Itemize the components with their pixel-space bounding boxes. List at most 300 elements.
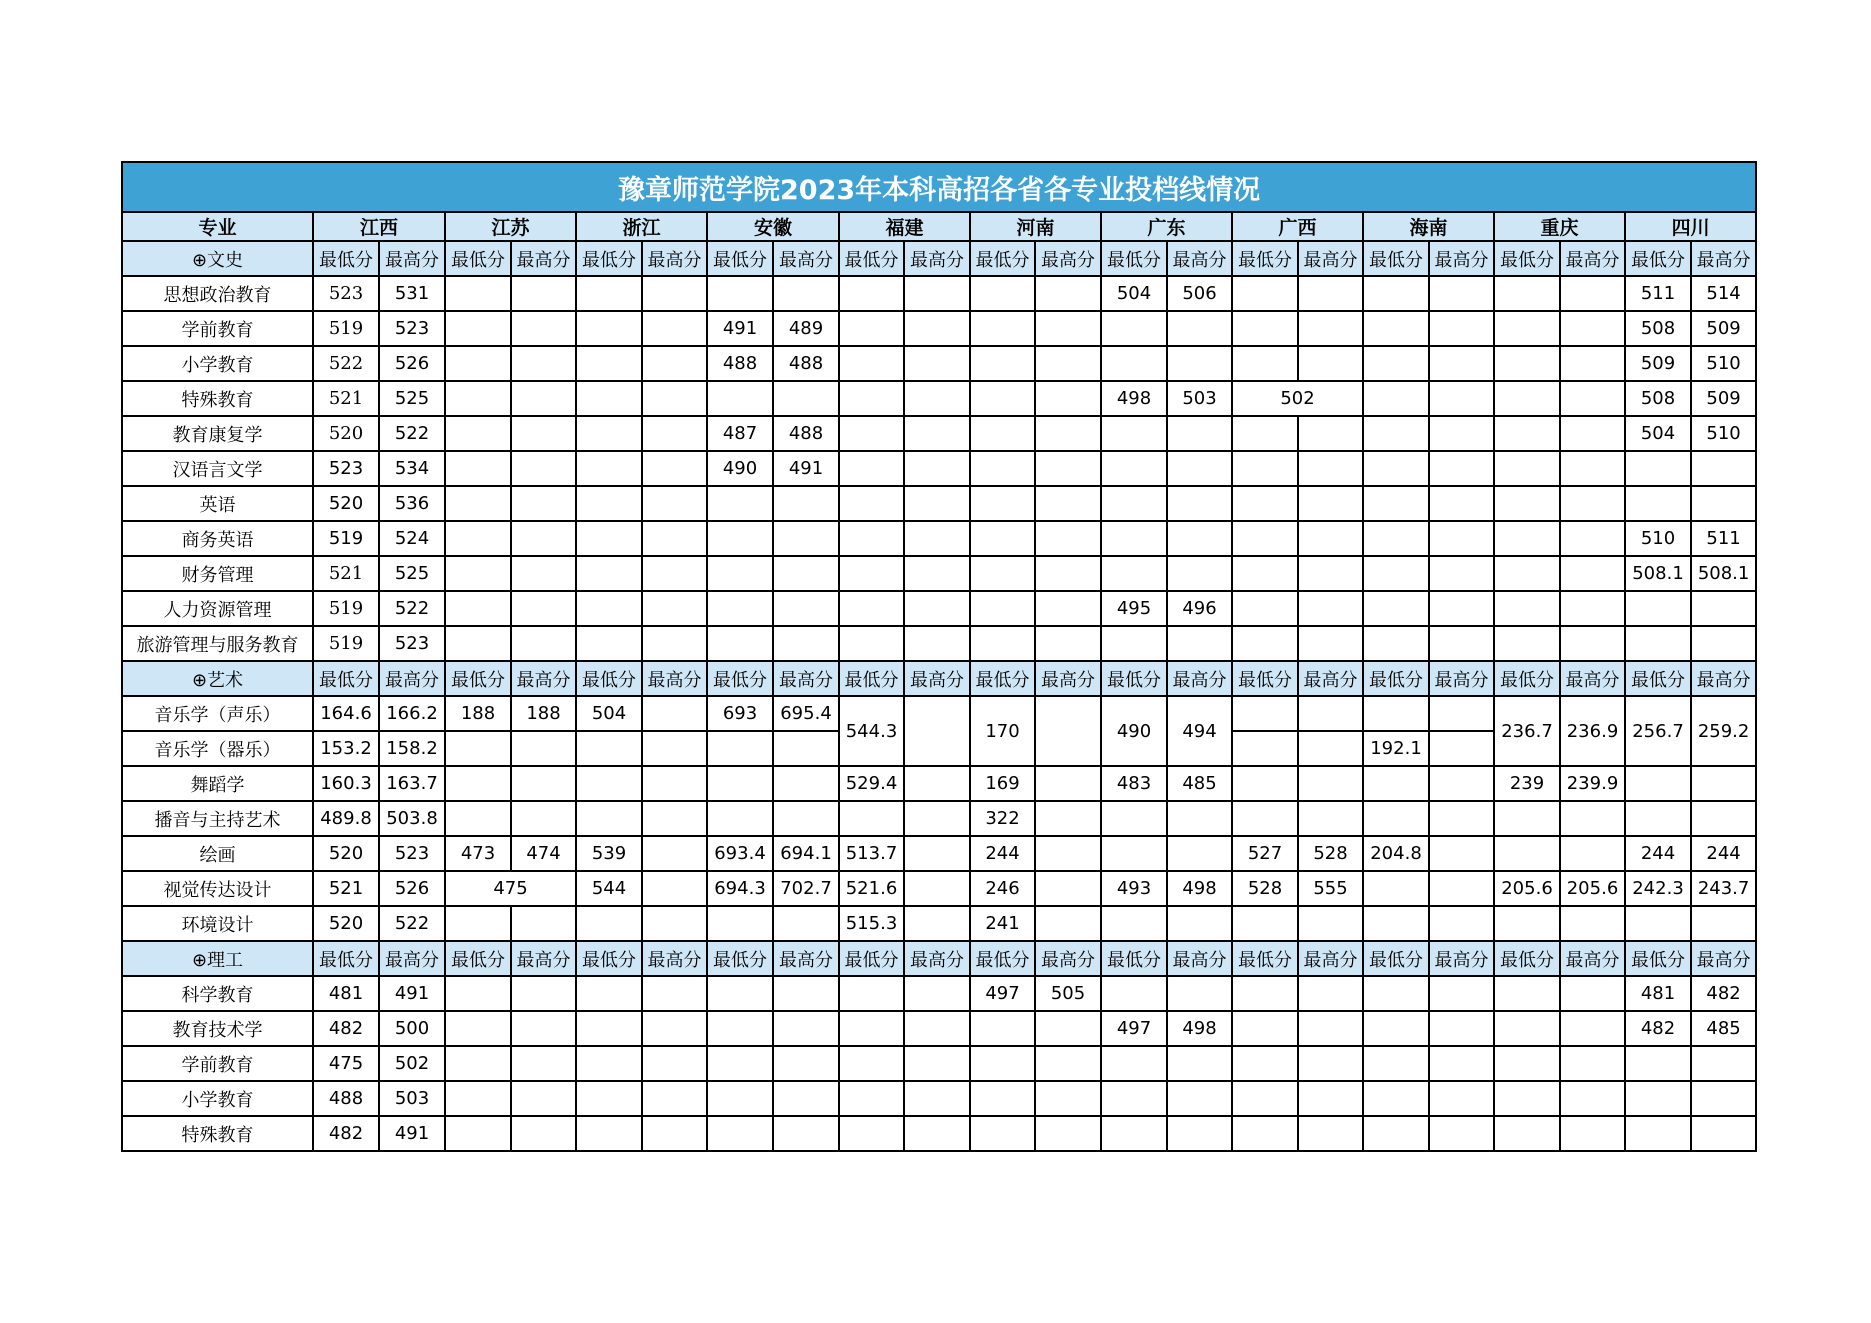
max-score-cell (1298, 276, 1363, 311)
min-score-cell (707, 976, 773, 1011)
max-score-cell (1035, 591, 1101, 626)
max-score-cell (1560, 276, 1625, 311)
min-score-cell: 520 (313, 906, 379, 941)
max-score-cell (773, 1116, 839, 1151)
min-score-cell (576, 451, 642, 486)
province-header: 江西 (313, 212, 445, 241)
max-score-cell (642, 451, 707, 486)
max-score-header: 最高分 (511, 941, 576, 976)
max-score-cell (511, 556, 576, 591)
min-score-cell (707, 1011, 773, 1046)
min-score-cell (576, 1081, 642, 1116)
max-score-cell (1298, 346, 1363, 381)
max-score-cell: 239.9 (1560, 766, 1625, 801)
min-score-cell (1494, 906, 1560, 941)
max-score-cell (1429, 486, 1494, 521)
min-score-cell (445, 381, 511, 416)
max-score-cell (1298, 766, 1363, 801)
max-score-cell: 505 (1035, 976, 1101, 1011)
max-score-cell (904, 556, 970, 591)
min-score-cell (1625, 626, 1691, 661)
max-score-header: 最高分 (642, 941, 707, 976)
min-score-cell (445, 416, 511, 451)
section-label: ⊕文史 (122, 241, 313, 276)
min-score-cell: 256.7 (1625, 696, 1691, 766)
major-name: 小学教育 (122, 346, 313, 381)
min-score-cell: 236.7 (1494, 696, 1560, 766)
max-score-cell: 485 (1167, 766, 1232, 801)
min-score-cell (1232, 1011, 1298, 1046)
max-score-cell (1298, 731, 1363, 766)
min-score-cell: 481 (313, 976, 379, 1011)
major-name: 小学教育 (122, 1081, 313, 1116)
min-score-cell (1363, 1046, 1429, 1081)
section-label: ⊕理工 (122, 941, 313, 976)
min-score-cell (445, 276, 511, 311)
min-score-cell: 513.7 (839, 836, 904, 871)
max-score-cell: 555 (1298, 871, 1363, 906)
min-score-cell (839, 801, 904, 836)
min-score-cell: 520 (313, 416, 379, 451)
min-score-header: 最低分 (839, 941, 904, 976)
section-label: ⊕艺术 (122, 661, 313, 696)
min-score-cell (1494, 1011, 1560, 1046)
max-score-cell (1560, 591, 1625, 626)
max-score-cell (1035, 556, 1101, 591)
max-score-cell (1167, 556, 1232, 591)
min-score-header: 最低分 (707, 241, 773, 276)
table-row (122, 1011, 1756, 1046)
min-score-cell (707, 1081, 773, 1116)
min-score-cell (1101, 976, 1167, 1011)
min-score-cell (1101, 416, 1167, 451)
min-score-cell: 504 (1625, 416, 1691, 451)
min-score-cell (1363, 416, 1429, 451)
max-score-cell (1560, 626, 1625, 661)
max-score-header: 最高分 (904, 241, 970, 276)
province-header: 重庆 (1494, 212, 1625, 241)
max-score-header: 最高分 (1035, 661, 1101, 696)
min-score-cell: 244 (970, 836, 1035, 871)
max-score-cell (1167, 486, 1232, 521)
min-score-cell (839, 626, 904, 661)
max-score-header: 最高分 (1167, 241, 1232, 276)
table-row (122, 556, 1756, 591)
max-score-cell (511, 311, 576, 346)
table-row (122, 381, 1756, 416)
max-score-cell: 510 (1691, 416, 1756, 451)
min-score-header: 最低分 (313, 661, 379, 696)
max-score-header: 最高分 (1560, 661, 1625, 696)
max-score-cell (1560, 556, 1625, 591)
min-score-header: 最低分 (970, 241, 1035, 276)
max-score-cell (1167, 1046, 1232, 1081)
min-score-cell (576, 556, 642, 591)
max-score-cell (642, 556, 707, 591)
max-score-cell (1167, 976, 1232, 1011)
min-score-header: 最低分 (1363, 941, 1429, 976)
min-score-cell (839, 276, 904, 311)
min-score-cell: 528 (1232, 871, 1298, 906)
min-score-cell (707, 521, 773, 556)
min-score-cell (445, 801, 511, 836)
min-score-cell (839, 556, 904, 591)
max-score-header: 最高分 (1429, 241, 1494, 276)
min-score-cell (1232, 976, 1298, 1011)
min-score-cell (1232, 1046, 1298, 1081)
max-score-cell (1429, 801, 1494, 836)
max-score-cell: 702.7 (773, 871, 839, 906)
max-score-cell (904, 1116, 970, 1151)
max-score-cell: 503.8 (379, 801, 445, 836)
max-score-cell (773, 591, 839, 626)
max-score-cell (511, 766, 576, 801)
max-score-cell (904, 696, 970, 766)
max-score-cell: 694.1 (773, 836, 839, 871)
min-score-cell (970, 521, 1035, 556)
max-score-header: 最高分 (1035, 241, 1101, 276)
max-score-cell (642, 731, 707, 766)
min-score-cell: 693 (707, 696, 773, 731)
max-score-cell: 485 (1691, 1011, 1756, 1046)
max-score-cell: 511 (1691, 521, 1756, 556)
max-score-cell (1560, 906, 1625, 941)
min-score-cell: 519 (313, 521, 379, 556)
min-score-cell (576, 906, 642, 941)
min-score-cell (839, 1116, 904, 1151)
max-score-cell (773, 381, 839, 416)
major-name: 环境设计 (122, 906, 313, 941)
major-name: 音乐学（声乐） (122, 696, 313, 731)
max-score-cell (1429, 556, 1494, 591)
min-score-cell (1232, 311, 1298, 346)
max-score-header: 最高分 (773, 941, 839, 976)
table-row (122, 801, 1756, 836)
min-score-cell (839, 486, 904, 521)
min-score-cell (839, 381, 904, 416)
min-score-header: 最低分 (445, 661, 511, 696)
min-score-cell (1232, 731, 1298, 766)
max-score-cell (511, 1116, 576, 1151)
min-score-cell: 244 (1625, 836, 1691, 871)
min-score-cell (576, 731, 642, 766)
min-score-cell: 493 (1101, 871, 1167, 906)
max-score-cell: 514 (1691, 276, 1756, 311)
max-score-cell (904, 1046, 970, 1081)
max-score-cell (642, 871, 707, 906)
min-score-header: 最低分 (576, 661, 642, 696)
table-row (122, 416, 1756, 451)
max-score-header: 最高分 (1691, 661, 1756, 696)
min-score-cell (576, 276, 642, 311)
min-score-header: 最低分 (707, 661, 773, 696)
table-row (122, 906, 1756, 941)
max-score-cell (511, 906, 576, 941)
province-header: 广东 (1101, 212, 1232, 241)
max-score-cell (642, 836, 707, 871)
max-score-cell: 243.7 (1691, 871, 1756, 906)
min-score-cell (1363, 766, 1429, 801)
max-score-cell (1035, 836, 1101, 871)
max-score-cell (1298, 1116, 1363, 1151)
max-score-cell (904, 486, 970, 521)
max-score-cell (904, 836, 970, 871)
min-score-cell (1101, 836, 1167, 871)
min-score-cell (1363, 311, 1429, 346)
min-score-cell (1363, 871, 1429, 906)
min-score-cell: 515.3 (839, 906, 904, 941)
min-score-cell (1101, 1116, 1167, 1151)
min-score-cell: 164.6 (313, 696, 379, 731)
min-score-cell (1232, 1081, 1298, 1116)
max-score-cell (1429, 626, 1494, 661)
min-score-cell: 497 (1101, 1011, 1167, 1046)
max-score-cell: 244 (1691, 836, 1756, 871)
min-score-cell (1625, 451, 1691, 486)
min-score-cell (1363, 696, 1429, 731)
min-score-cell (970, 346, 1035, 381)
min-score-cell: 539 (576, 836, 642, 871)
min-score-cell (1625, 906, 1691, 941)
min-score-cell (1494, 976, 1560, 1011)
major-name: 商务英语 (122, 521, 313, 556)
min-score-cell (1625, 1046, 1691, 1081)
max-score-cell (1429, 451, 1494, 486)
min-score-header: 最低分 (839, 661, 904, 696)
max-score-cell (1429, 591, 1494, 626)
min-score-cell (1363, 276, 1429, 311)
min-score-cell (1363, 591, 1429, 626)
max-score-cell: 508.1 (1691, 556, 1756, 591)
min-score-header: 最低分 (1101, 241, 1167, 276)
min-score-cell: 694.3 (707, 871, 773, 906)
max-score-cell (1167, 1116, 1232, 1151)
max-score-cell (1560, 1116, 1625, 1151)
min-score-cell (707, 556, 773, 591)
max-score-cell: 523 (379, 836, 445, 871)
min-score-cell (576, 311, 642, 346)
max-score-header: 最高分 (904, 941, 970, 976)
min-score-cell (1494, 346, 1560, 381)
max-score-cell: 695.4 (773, 696, 839, 731)
min-score-cell (1101, 1046, 1167, 1081)
min-score-cell (1494, 626, 1560, 661)
max-score-cell (1429, 1046, 1494, 1081)
min-score-cell (445, 591, 511, 626)
min-score-cell (445, 906, 511, 941)
min-score-cell: 160.3 (313, 766, 379, 801)
min-score-cell (1232, 346, 1298, 381)
min-score-cell (970, 1011, 1035, 1046)
max-score-cell: 488 (773, 416, 839, 451)
min-score-cell: 246 (970, 871, 1035, 906)
max-score-cell (642, 486, 707, 521)
max-score-cell (1691, 451, 1756, 486)
min-score-cell (1232, 696, 1298, 731)
major-name: 学前教育 (122, 1046, 313, 1081)
min-score-cell: 520 (313, 836, 379, 871)
max-score-cell: 491 (379, 1116, 445, 1151)
table-row (122, 591, 1756, 626)
max-score-cell: 531 (379, 276, 445, 311)
max-score-cell (511, 976, 576, 1011)
min-score-cell (1625, 1081, 1691, 1116)
max-score-cell (904, 766, 970, 801)
max-score-cell (1560, 486, 1625, 521)
min-score-cell (576, 1046, 642, 1081)
min-score-cell: 483 (1101, 766, 1167, 801)
max-score-cell (1035, 871, 1101, 906)
major-name: 音乐学（器乐） (122, 731, 313, 766)
max-score-cell (1035, 766, 1101, 801)
table-row (122, 346, 1756, 381)
min-score-cell (707, 906, 773, 941)
min-score-cell: 491 (707, 311, 773, 346)
min-score-cell (1232, 416, 1298, 451)
max-score-cell (773, 1081, 839, 1116)
min-score-cell (1232, 276, 1298, 311)
max-score-cell: 158.2 (379, 731, 445, 766)
max-score-cell (904, 381, 970, 416)
min-score-header: 最低分 (970, 941, 1035, 976)
min-score-cell: 509 (1625, 346, 1691, 381)
max-score-cell (1035, 906, 1101, 941)
max-score-cell: 506 (1167, 276, 1232, 311)
table-row (122, 1081, 1756, 1116)
min-score-cell (1494, 416, 1560, 451)
min-score-cell (1232, 906, 1298, 941)
max-score-cell (1429, 1011, 1494, 1046)
min-score-cell (1101, 801, 1167, 836)
max-score-cell (1560, 836, 1625, 871)
min-score-cell (576, 346, 642, 381)
max-score-cell (1560, 346, 1625, 381)
max-score-cell (511, 591, 576, 626)
min-score-cell: 519 (313, 626, 379, 661)
max-score-cell (511, 416, 576, 451)
max-score-cell (1167, 801, 1232, 836)
min-score-cell (1101, 346, 1167, 381)
max-score-cell: 522 (379, 416, 445, 451)
max-score-cell (1298, 451, 1363, 486)
min-score-cell (576, 1116, 642, 1151)
max-score-cell (1298, 311, 1363, 346)
min-score-cell: 519 (313, 311, 379, 346)
max-score-header: 最高分 (379, 661, 445, 696)
max-score-cell (1167, 626, 1232, 661)
min-score-cell: 522 (313, 346, 379, 381)
table-row (122, 976, 1756, 1011)
max-score-cell (1560, 451, 1625, 486)
max-score-cell (1429, 311, 1494, 346)
max-score-cell (1429, 416, 1494, 451)
max-score-header: 最高分 (1691, 941, 1756, 976)
min-score-cell: 490 (1101, 696, 1167, 766)
max-score-cell (773, 556, 839, 591)
min-score-cell (576, 591, 642, 626)
max-score-cell: 524 (379, 521, 445, 556)
max-score-cell (904, 626, 970, 661)
max-score-cell (1167, 416, 1232, 451)
min-score-cell (576, 626, 642, 661)
max-score-cell (511, 1081, 576, 1116)
province-header: 海南 (1363, 212, 1494, 241)
max-score-cell: 509 (1691, 311, 1756, 346)
max-score-cell (904, 416, 970, 451)
min-score-cell (839, 311, 904, 346)
min-score-cell (445, 626, 511, 661)
max-score-cell (1035, 626, 1101, 661)
min-score-cell: 205.6 (1494, 871, 1560, 906)
min-score-cell: 544 (576, 871, 642, 906)
min-score-cell (1363, 346, 1429, 381)
max-score-header: 最高分 (642, 241, 707, 276)
min-score-cell (839, 591, 904, 626)
min-score-cell (1625, 801, 1691, 836)
max-score-cell (1298, 976, 1363, 1011)
max-score-cell (1298, 1011, 1363, 1046)
table-row (122, 836, 1756, 871)
max-score-cell (1167, 346, 1232, 381)
min-score-cell (839, 346, 904, 381)
min-score-header: 最低分 (839, 241, 904, 276)
min-score-cell (970, 1046, 1035, 1081)
max-score-cell (1429, 276, 1494, 311)
min-score-header: 最低分 (1363, 241, 1429, 276)
min-score-cell (1494, 1116, 1560, 1151)
section-header-row (122, 241, 1756, 276)
max-score-cell (1691, 1081, 1756, 1116)
min-score-cell (839, 1081, 904, 1116)
max-score-cell: 166.2 (379, 696, 445, 731)
max-score-cell (1035, 1116, 1101, 1151)
max-score-cell (904, 451, 970, 486)
min-score-cell (839, 451, 904, 486)
max-score-cell (904, 1081, 970, 1116)
max-score-cell (642, 801, 707, 836)
max-score-cell: 503 (379, 1081, 445, 1116)
max-score-cell (773, 976, 839, 1011)
max-score-cell (1429, 871, 1494, 906)
min-score-cell (1363, 521, 1429, 556)
province-header: 浙江 (576, 212, 707, 241)
max-score-cell (642, 416, 707, 451)
max-score-cell (1429, 731, 1494, 766)
max-score-cell (1429, 696, 1494, 731)
min-score-cell: 488 (707, 346, 773, 381)
province-header: 福建 (839, 212, 970, 241)
min-score-cell (576, 801, 642, 836)
max-score-cell (1560, 416, 1625, 451)
min-score-cell (445, 486, 511, 521)
min-score-cell (707, 486, 773, 521)
max-score-header: 最高分 (511, 661, 576, 696)
min-score-cell (576, 766, 642, 801)
min-score-cell (1363, 381, 1429, 416)
max-score-cell (1035, 346, 1101, 381)
major-name: 科学教育 (122, 976, 313, 1011)
max-score-cell (773, 1011, 839, 1046)
max-score-cell: 188 (511, 696, 576, 731)
min-score-header: 最低分 (1363, 661, 1429, 696)
max-score-cell (642, 311, 707, 346)
min-score-cell (1101, 626, 1167, 661)
min-score-cell (1232, 1116, 1298, 1151)
min-score-cell: 504 (576, 696, 642, 731)
max-score-cell (1560, 976, 1625, 1011)
min-score-cell (1101, 451, 1167, 486)
province-header: 四川 (1625, 212, 1756, 241)
